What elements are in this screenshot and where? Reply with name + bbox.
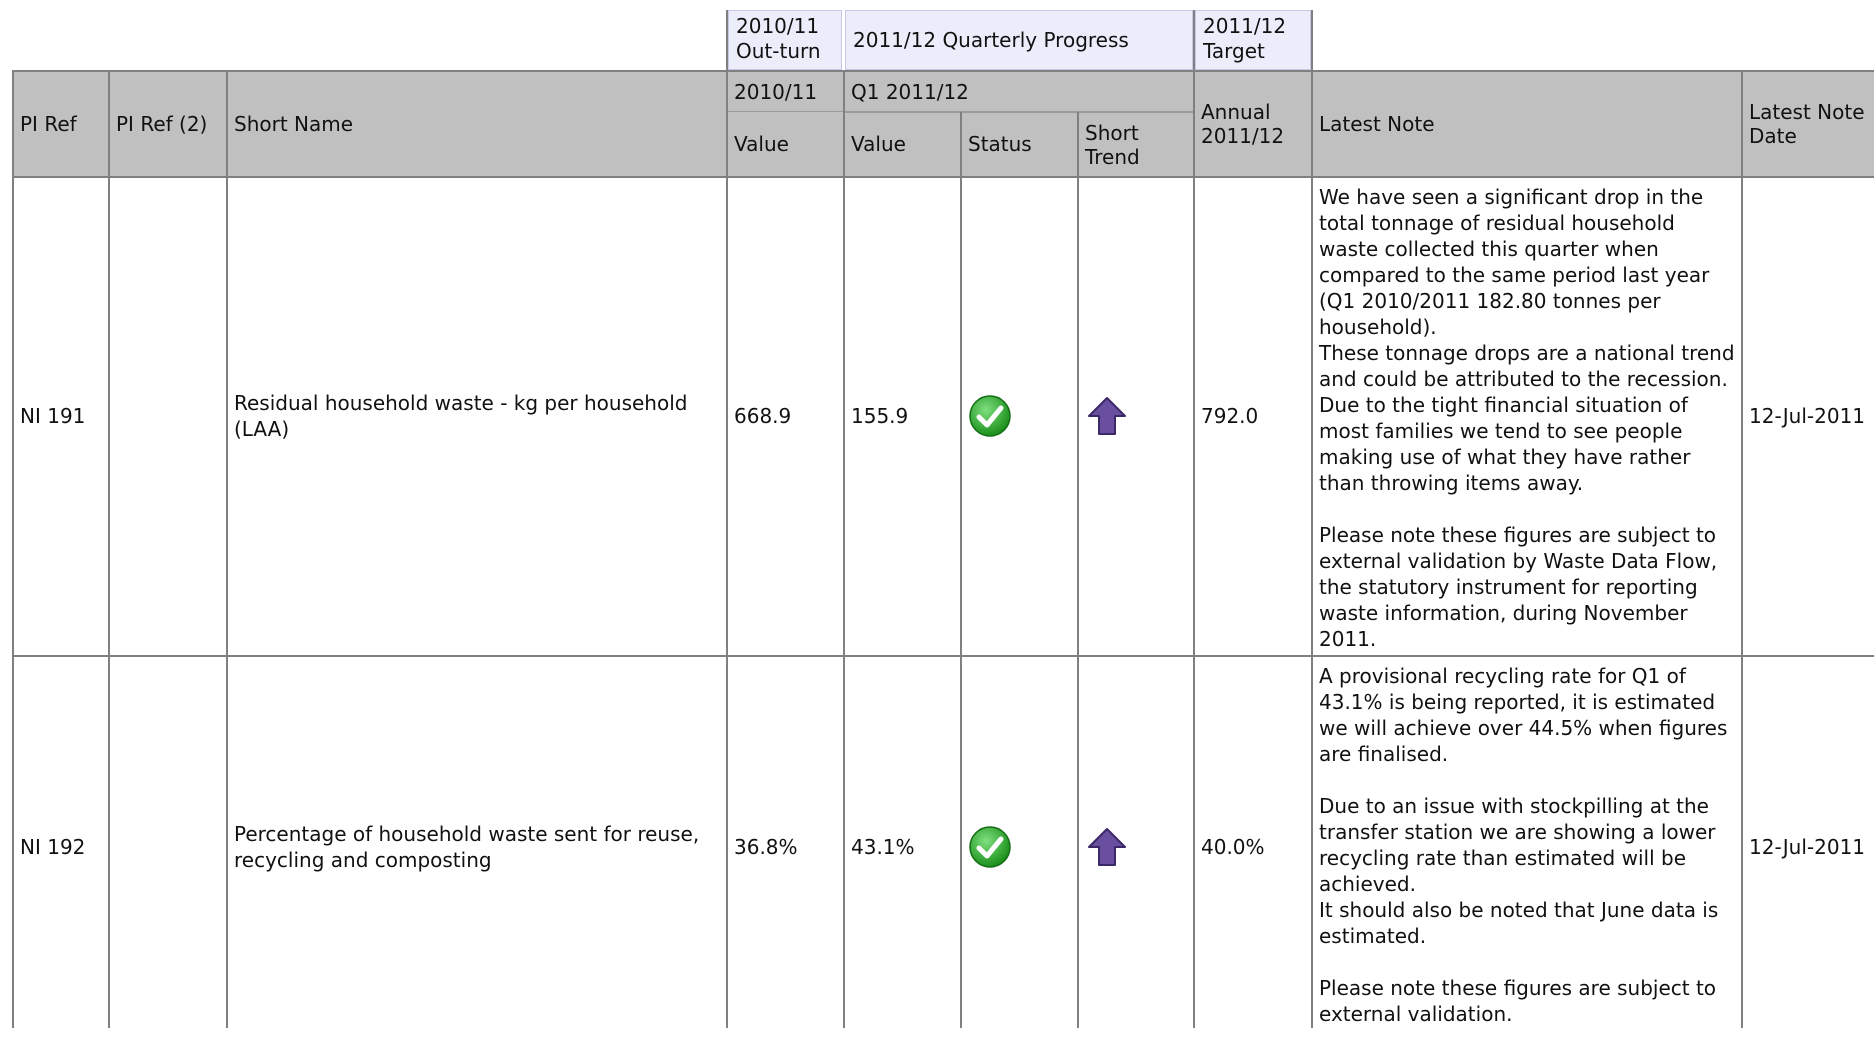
table-row-2-pi-ref: NI 192 [20,835,86,859]
table-row-2-annual: 40.0% [1201,835,1265,859]
table-row-1-value-q1: 155.9 [851,404,909,428]
table-row-1-latest-note: We have seen a significant drop in the total tonnage of residual household waste collected this quarter when compared to the same period last year (Q1 2010/2011 182.80 tonnes per household). These tonnage drops are a national trend and could be attributed to the recession. Due to the tight financial situation of most families we tend to see people making use of what they have rather than throwing items away. Please note these figures are subject to external validation by Waste Data Flow, the statutory instrument for reporting waste information, during November 2011. [1319,185,1735,651]
table-row-1-note-date: 12-Jul-2011 [1749,404,1866,428]
up-arrow-icon [1079,178,1193,654]
grid-line [226,70,228,1028]
grid-line [1077,112,1079,1028]
table-row-1-annual: 792.0 [1201,404,1259,428]
grid-line [843,70,845,1028]
grid-line [12,70,1874,72]
grid-line [726,10,728,1028]
col-latest-note: Latest Note [1319,111,1435,136]
grid-line [1741,70,1743,1028]
col-q1: Q1 2011/12 [851,80,969,104]
table-row-2-value-2010: 36.8% [734,835,798,859]
col-annual: Annual 2011/12 [1201,100,1285,148]
col-pi-ref: PI Ref [20,111,77,136]
table-row-2-note-date: 12-Jul-2011 [1749,835,1866,859]
table-row-1-short-name: Residual household waste - kg per household (LAA) [234,391,688,441]
col-status: Status [968,132,1032,156]
col-pi-ref-2: PI Ref (2) [116,111,208,136]
table-row-2-latest-note: A provisional recycling rate for Q1 of 43.1% is being reported, it is estimated we will achieve over 44.5% when figures are finalised. Due to an issue with stockpilling at the transfer station we are showing a lower recycling rate than estimated will be achieved. It should also be noted that June data is estimated. Please note these figures are subject to external validation. [1319,664,1728,1026]
grid-line [1193,10,1195,1028]
grid-line [12,655,1874,657]
header-target: 2011/12 Target [1195,10,1311,70]
header-outturn: 2010/11 Out-turn [728,10,842,70]
table-row-1-pi-ref: NI 191 [20,404,86,428]
grid-line [12,176,1874,178]
table-row-1-pi-ref-2 [110,178,226,654]
col-value-2010: Value [734,132,789,156]
up-arrow-icon [1079,657,1193,1037]
grid-line [108,70,110,1028]
green-check-icon [962,657,1076,1037]
table-row-2-short-name: Percentage of household waste sent for reuse, recycling and composting [234,822,700,872]
table-row-2-value-q1: 43.1% [851,835,915,859]
col-latest-note-date: Latest Note Date [1749,100,1865,148]
col-year-2010: 2010/11 [734,80,818,104]
header-quarterly-progress: 2011/12 Quarterly Progress [845,10,1193,70]
grid-line [1311,10,1313,1028]
col-short-name: Short Name [234,111,354,136]
green-check-icon [962,178,1076,654]
col-short-trend: Short Trend [1085,121,1140,169]
col-value-q1: Value [851,132,906,156]
table-row-2-pi-ref-2 [110,657,226,1037]
grid-line [12,70,14,1028]
header-divider [845,112,1193,113]
grid-line [960,112,962,1028]
table-row-1-value-2010: 668.9 [734,404,792,428]
